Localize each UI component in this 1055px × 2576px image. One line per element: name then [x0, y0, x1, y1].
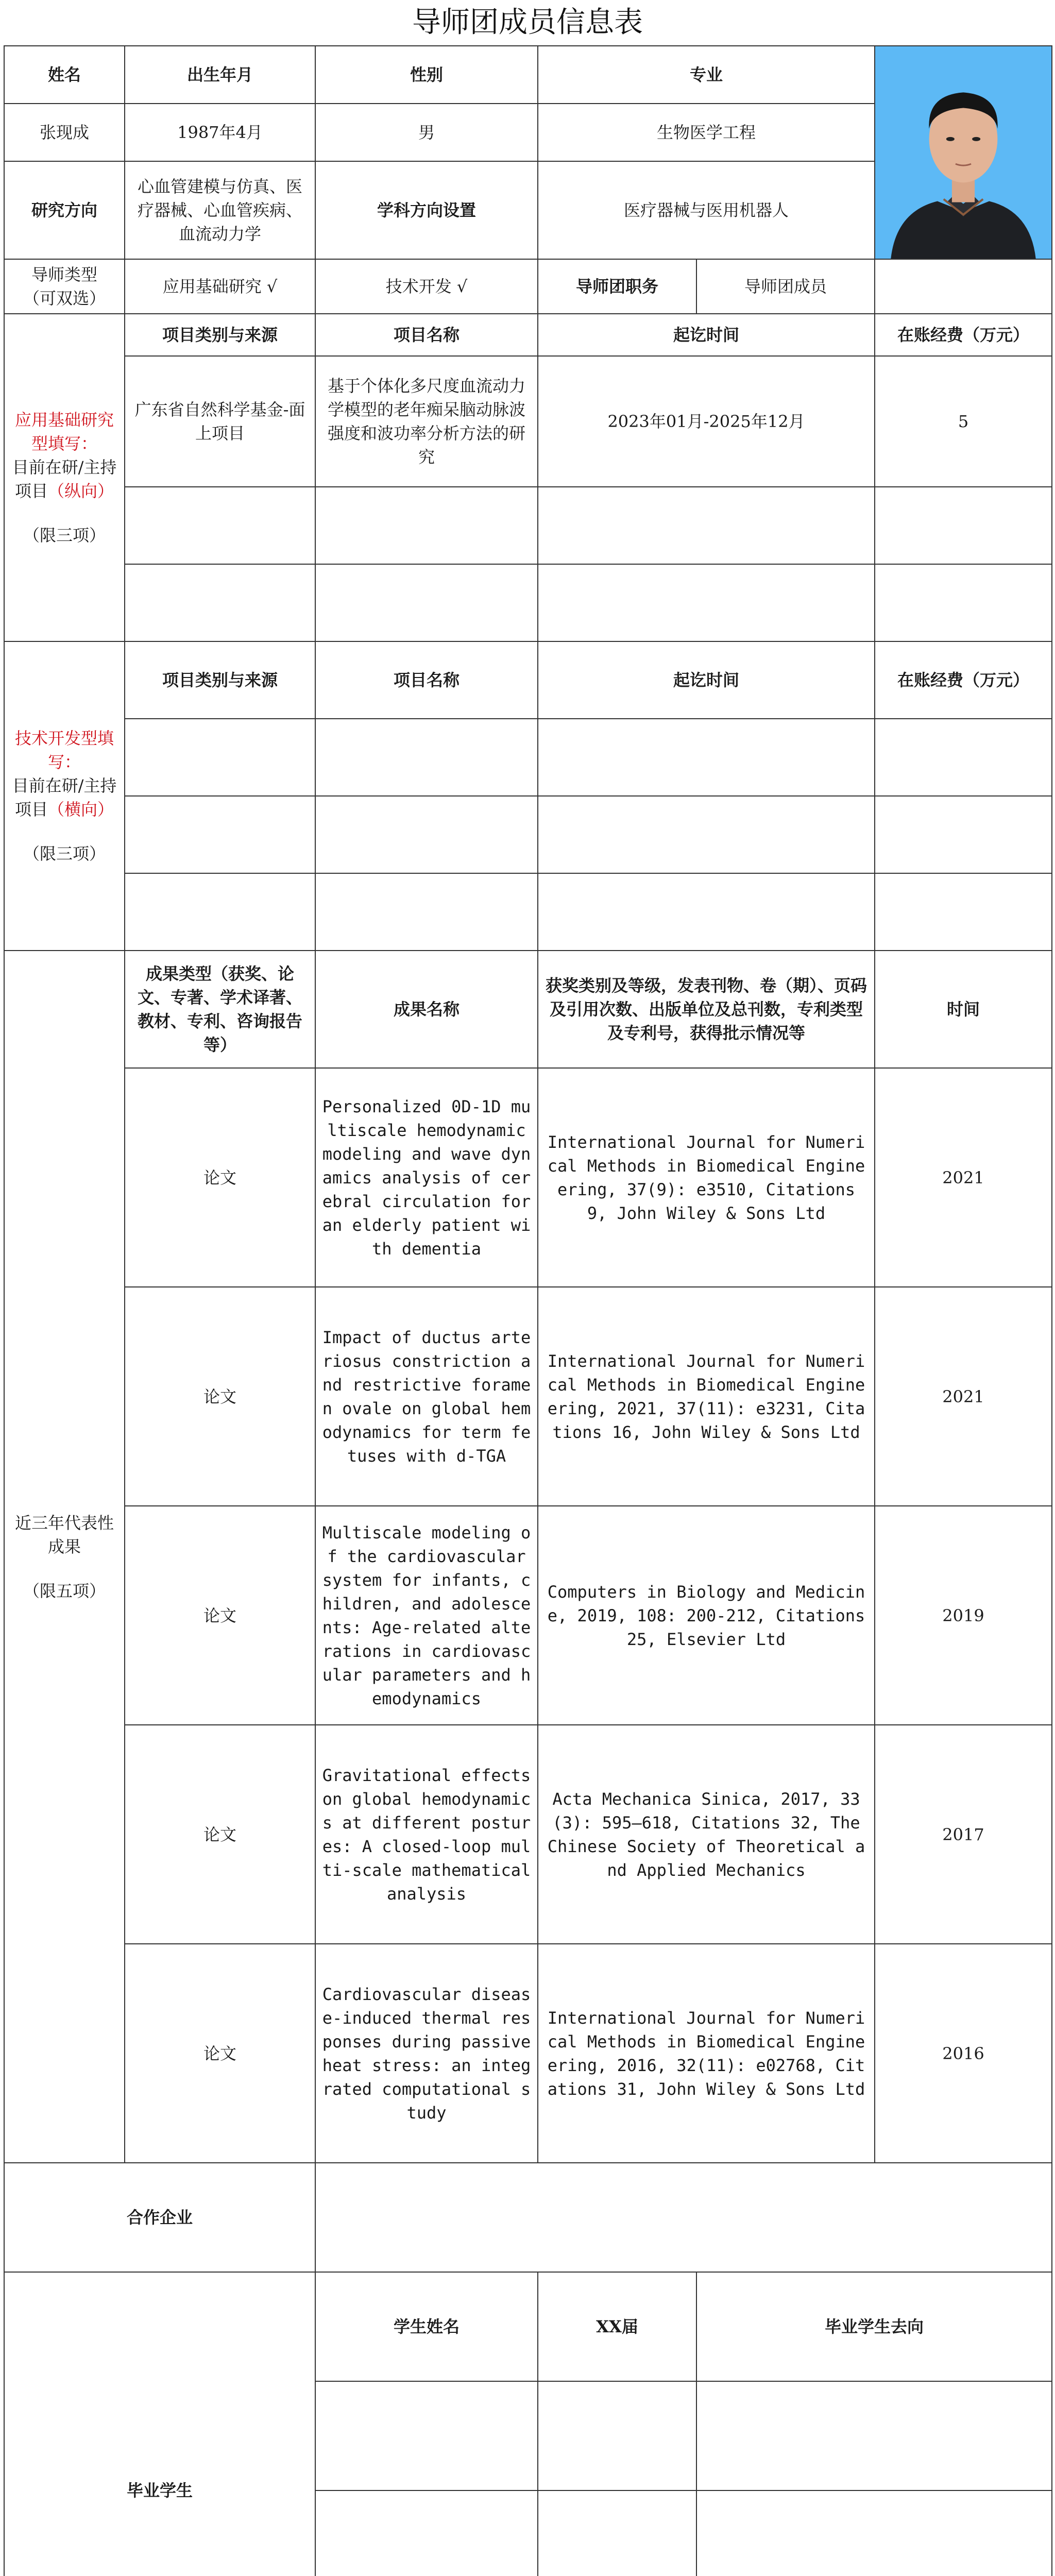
tech-section-label	[4, 641, 125, 951]
mentor-type-label-line1: 导师类型	[31, 265, 97, 284]
applied-limit: （限三项）	[23, 526, 106, 545]
empty-cell	[125, 873, 315, 951]
empty-cell	[125, 719, 315, 796]
major-label: 专业	[538, 46, 875, 104]
major-value: 生物医学工程	[538, 104, 875, 161]
empty-cell	[696, 2381, 1052, 2490]
table-row	[4, 564, 1052, 641]
empty-cell	[315, 2381, 538, 2490]
empty-cell	[315, 719, 538, 796]
graduates-col-year: XX届	[538, 2272, 696, 2381]
applied-label-red: 应用基础研究型填写：	[14, 410, 114, 453]
name-value: 张现成	[4, 104, 125, 161]
achievement-year: 2021	[875, 1068, 1052, 1287]
graduates-label: 毕业学生	[4, 2272, 315, 2576]
applied-col-period: 起讫时间	[538, 314, 875, 356]
achievements-limit: （限五项）	[23, 1581, 106, 1601]
achievement-year: 2016	[875, 1944, 1052, 2163]
birth-value: 1987年4月	[125, 104, 315, 161]
tech-col-funds: 在账经费（万元）	[875, 641, 1052, 719]
table-row	[4, 873, 1052, 951]
tech-limit: （限三项）	[23, 844, 106, 863]
profile-photo	[875, 46, 1051, 259]
applied-col-funds: 在账经费（万元）	[875, 314, 1052, 356]
tech-col-source: 项目类别与来源	[125, 641, 315, 719]
applied-row-period: 2023年01月-2025年12月	[538, 356, 875, 487]
tech-col-period: 起讫时间	[538, 641, 875, 719]
applied-label-black: 目前在研/主持项目	[12, 457, 117, 501]
tech-label-red2: （横向）	[48, 800, 114, 819]
table-row	[4, 1287, 1052, 1506]
table-row	[4, 1944, 1052, 2163]
table-row	[4, 356, 1052, 487]
achievement-type: 论文	[125, 1287, 315, 1506]
empty-cell	[315, 487, 538, 564]
applied-section-label	[4, 314, 125, 641]
empty-cell	[875, 487, 1052, 564]
achievement-year: 2019	[875, 1506, 1052, 1725]
achievement-title: Gravitational effects on global hemodynamics at different postures: A closed-loop multi-scale mathematical analysis	[315, 1725, 538, 1944]
achievement-year: 2017	[875, 1725, 1052, 1944]
partner-label: 合作企业	[4, 2163, 315, 2272]
empty-cell	[315, 2490, 538, 2576]
empty-cell	[875, 564, 1052, 641]
research-label: 研究方向	[4, 161, 125, 259]
empty-cell	[538, 873, 875, 951]
mentor-role-label: 导师团职务	[538, 259, 696, 314]
mentor-type-label	[4, 259, 125, 314]
page-title: 导师团成员信息表	[412, 6, 643, 39]
empty-cell	[538, 719, 875, 796]
achievement-venue: Acta Mechanica Sinica, 2017, 33(3): 595–618, Citations 32, The Chinese Society of Theoretical and Applied Mechanics	[538, 1725, 875, 1944]
gender-label: 性别	[315, 46, 538, 104]
achievement-year: 2021	[875, 1287, 1052, 1506]
empty-cell	[315, 564, 538, 641]
mentor-type-option-tech: 技术开发 √	[315, 259, 538, 314]
empty-cell	[315, 796, 538, 873]
achievement-venue: International Journal for Numerical Methods in Biomedical Engineering, 2016, 32(11): e02768, Citations 31, John Wiley & Sons Ltd	[538, 1944, 875, 2163]
empty-cell	[538, 2381, 696, 2490]
tech-label-line	[10, 774, 119, 821]
achievements-title: 近三年代表性成果	[14, 1513, 114, 1556]
table-row	[4, 719, 1052, 796]
birth-label: 出生年月	[125, 46, 315, 104]
empty-cell	[875, 796, 1052, 873]
achievement-type: 论文	[125, 1506, 315, 1725]
applied-row-source: 广东省自然科学基金-面上项目	[125, 356, 315, 487]
empty-cell	[875, 873, 1052, 951]
mentor-info-table	[4, 45, 1052, 2576]
achievements-col-title: 成果名称	[315, 951, 538, 1068]
mentor-type-label-line2: （可双选）	[23, 289, 106, 308]
achievements-col-year: 时间	[875, 951, 1052, 1068]
achievement-type: 论文	[125, 1944, 315, 2163]
applied-label-line	[10, 455, 119, 503]
empty-cell	[125, 487, 315, 564]
table-row	[4, 487, 1052, 564]
name-label: 姓名	[4, 46, 125, 104]
discipline-value: 医疗器械与医用机器人	[538, 161, 875, 259]
empty-cell	[538, 564, 875, 641]
achievement-title: Impact of ductus arteriosus constriction and restrictive foramen ovale on global hemodynamics for term fetuses with d-TGA	[315, 1287, 538, 1506]
empty-cell	[125, 796, 315, 873]
applied-col-name: 项目名称	[315, 314, 538, 356]
empty-cell	[696, 2490, 1052, 2576]
empty-cell	[538, 2490, 696, 2576]
mentor-type-option-applied: 应用基础研究 √	[125, 259, 315, 314]
empty-cell	[875, 719, 1052, 796]
applied-col-source: 项目类别与来源	[125, 314, 315, 356]
table-row	[4, 1506, 1052, 1725]
empty-cell	[125, 564, 315, 641]
achievement-title: Cardiovascular disease-induced thermal responses during passive heat stress: an integrated computational study	[315, 1944, 538, 2163]
research-value: 心血管建模与仿真、医疗器械、心血管疾病、血流动力学	[125, 161, 315, 259]
gender-value: 男	[315, 104, 538, 161]
table-row	[4, 796, 1052, 873]
photo-cell	[875, 46, 1052, 259]
applied-label-red2: （纵向）	[48, 481, 114, 501]
achievement-type: 论文	[125, 1725, 315, 1944]
empty-cell	[875, 259, 1052, 314]
achievements-col-type: 成果类型（获奖、论文、专著、学术译著、教材、专利、咨询报告等）	[125, 951, 315, 1068]
discipline-label: 学科方向设置	[315, 161, 538, 259]
tech-col-name: 项目名称	[315, 641, 538, 719]
achievement-title: Multiscale modeling of the cardiovascular system for infants, children, and adolescents: Age-related alterations in cardiovascular parameters and hemodynamics	[315, 1506, 538, 1725]
graduates-col-name: 学生姓名	[315, 2272, 538, 2381]
graduates-col-destination: 毕业学生去向	[696, 2272, 1052, 2381]
mentor-role-value: 导师团成员	[696, 259, 875, 314]
empty-cell	[315, 873, 538, 951]
empty-cell	[538, 796, 875, 873]
tech-label-black: 目前在研/主持项目	[12, 776, 117, 819]
achievements-col-venue: 获奖类别及等级，发表刊物、卷（期）、页码及引用次数、出版单位及总刊数，专利类型及专利号，获得批示情况等	[538, 951, 875, 1068]
partner-value	[315, 2163, 1052, 2272]
achievements-label	[4, 951, 125, 2163]
table-row	[4, 1725, 1052, 1944]
tech-label-red: 技术开发型填写：	[14, 728, 114, 772]
empty-cell	[538, 487, 875, 564]
applied-row-funds: 5	[875, 356, 1052, 487]
achievement-venue: International Journal for Numerical Methods in Biomedical Engineering, 37(9): e3510, Citations 9, John Wiley & Sons Ltd	[538, 1068, 875, 1287]
achievement-venue: Computers in Biology and Medicine, 2019, 108: 200-212, Citations 25, Elsevier Ltd	[538, 1506, 875, 1725]
achievement-type: 论文	[125, 1068, 315, 1287]
achievement-title: Personalized 0D-1D multiscale hemodynamic modeling and wave dynamics analysis of cerebral circulation for an elderly patient with dementia	[315, 1068, 538, 1287]
applied-row-name: 基于个体化多尺度血流动力学模型的老年痴呆脑动脉波强度和波功率分析方法的研究	[315, 356, 538, 487]
achievement-venue: International Journal for Numerical Methods in Biomedical Engineering, 2021, 37(11): e3231, Citations 16, John Wiley & Sons Ltd	[538, 1287, 875, 1506]
table-row	[4, 1068, 1052, 1287]
